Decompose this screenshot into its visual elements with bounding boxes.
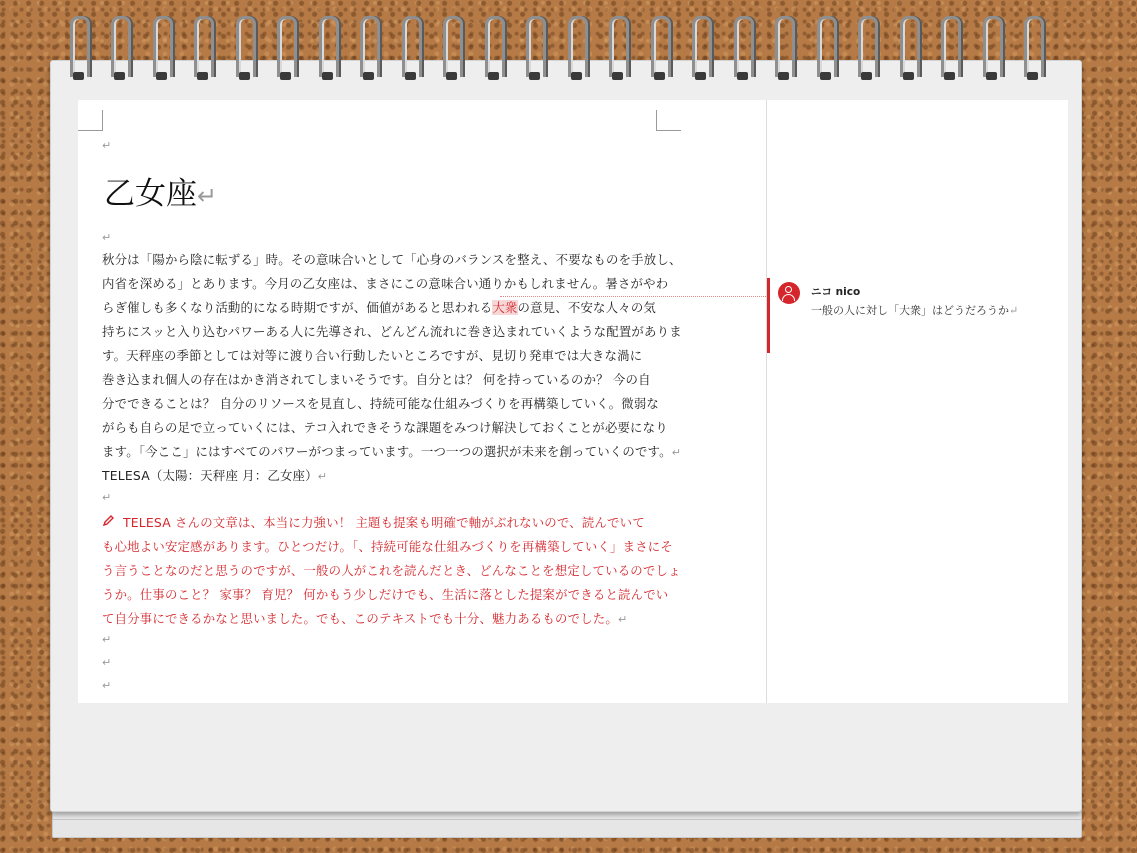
empty-paragraph[interactable]: ↵ bbox=[102, 491, 112, 504]
body-line[interactable]: がらも自らの足で立っていくには、テコ入れできそうな課題をみつけ解決しておくことが必要になり bbox=[102, 420, 668, 435]
comment-text[interactable]: 一般の人に対し「大衆」はどうだろうか↵ bbox=[811, 304, 1019, 317]
body-line[interactable]: ます。「今ここ」にはすべてのパワーがつまっています。一つ一つの選択が未来を創っていくのです。↵ bbox=[102, 444, 682, 459]
document-page[interactable] bbox=[78, 100, 766, 703]
feedback-line[interactable]: て自分事にできるかなと思いました。でも、このテキストでも十分、魅力あるものでした。↵ bbox=[102, 611, 628, 626]
spiral-binding bbox=[70, 16, 1060, 86]
body-line[interactable]: らぎ催しも多くなり活動的になる時期ですが、価値があると思われる大衆の意見、不安な人々の気 bbox=[102, 300, 656, 315]
body-line[interactable]: 巻き込まれ個人の存在はかき消されてしまいそうです。自分とは？ 何を持っているのか？ 今の自 bbox=[102, 372, 651, 387]
comment-pane bbox=[767, 100, 1068, 703]
signature-line[interactable]: TELESA（太陽：天秤座 月：乙女座）↵ bbox=[102, 468, 328, 483]
empty-paragraph[interactable]: ↵ bbox=[102, 633, 112, 646]
margin-corner-right bbox=[656, 110, 681, 131]
body-line[interactable]: す。天秤座の季節としては対等に渡り合い行動したいところですが、見切り発車では大きな渦に bbox=[102, 348, 643, 363]
comment-anchor-line bbox=[500, 296, 768, 297]
feedback-line[interactable]: TELESA さんの文章は、本当に力強い！ 主題も提案も明確で軸がぶれないので、読んでいて bbox=[102, 513, 645, 531]
commented-word[interactable]: 大衆 bbox=[492, 300, 518, 315]
user-icon bbox=[778, 282, 800, 304]
body-line[interactable]: 秋分は「陽から陰に転ずる」時。その意味合いとして「心身のバランスを整え、不要なものを手放し、 bbox=[102, 252, 682, 267]
pencil-icon bbox=[102, 514, 115, 530]
empty-paragraph[interactable]: ↵ bbox=[102, 139, 112, 152]
feedback-line[interactable]: う言うことなのだと思うのですが、一般の人がこれを読んだとき、どんなことを想定しているのでしょ bbox=[102, 563, 681, 578]
empty-paragraph[interactable]: ↵ bbox=[102, 231, 112, 244]
empty-paragraph[interactable]: ↵ bbox=[102, 656, 112, 669]
word-processor-screen bbox=[78, 100, 1068, 703]
comment-author: ニコ nico bbox=[811, 286, 861, 298]
document-title[interactable]: 乙女座↵ bbox=[104, 176, 218, 212]
margin-corner-left bbox=[78, 110, 103, 131]
body-line[interactable]: 持ちにスッと入り込むパワーある人に先導され、どんどん流れに巻き込まれていくような配置がありま bbox=[102, 324, 682, 339]
empty-paragraph[interactable]: ↵ bbox=[102, 679, 112, 692]
feedback-line[interactable]: うか。仕事のこと？ 家事？ 育児？ 何かもう少しだけでも、生活に落とした提案ができると読んでい bbox=[102, 587, 669, 602]
comment-active-bar bbox=[767, 278, 770, 353]
feedback-line[interactable]: も心地よい安定感があります。ひとつだけ。「、持続可能な仕組みづくりを再構築していく」まさにそ bbox=[102, 539, 673, 554]
body-line[interactable]: 分でできることは？ 自分のリソースを見直し、持続可能な仕組みづくりを再構築していく。微弱な bbox=[102, 396, 660, 411]
body-line[interactable]: 内省を深める」とあります。今月の乙女座は、まさにこの意味合い通りかもしれません。暑さがやわ bbox=[102, 276, 669, 291]
comment-card[interactable] bbox=[767, 278, 1067, 353]
